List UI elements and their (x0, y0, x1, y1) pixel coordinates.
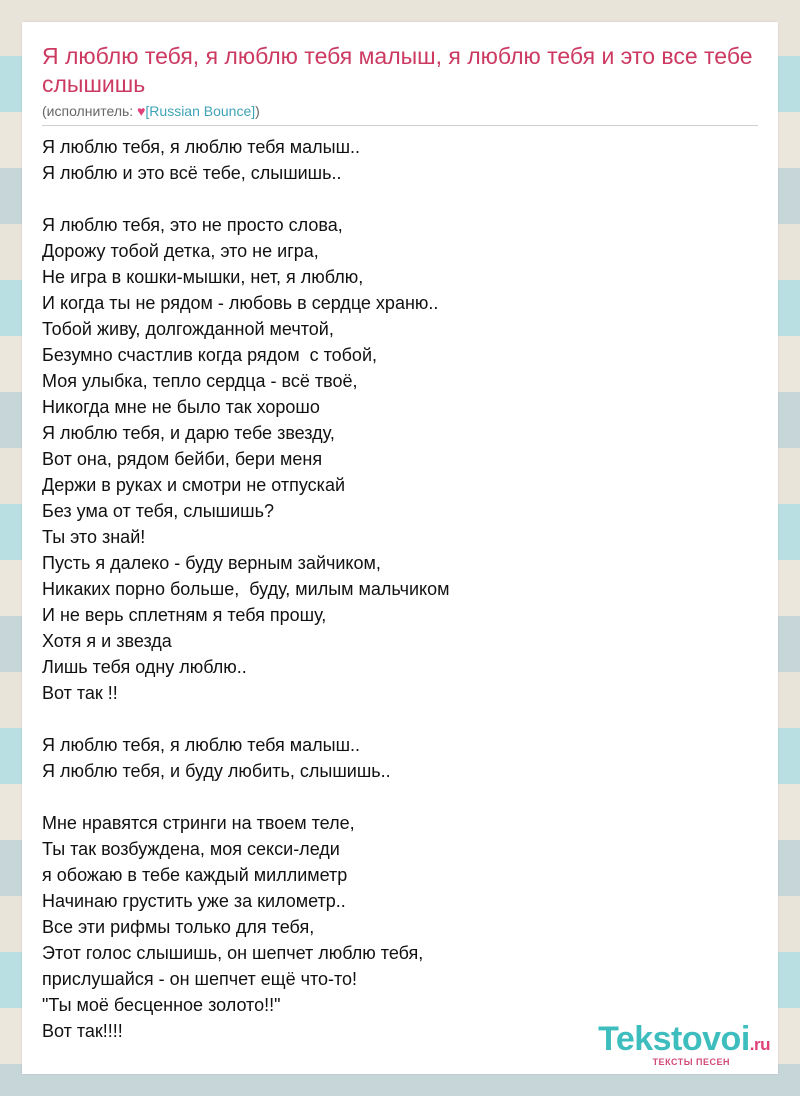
lyric-line: Хотя я и звезда (42, 631, 172, 651)
artist-line (42, 102, 260, 120)
lyric-line: я обожаю в тебе каждый миллиметр (42, 865, 348, 885)
lyrics-card (22, 22, 778, 1074)
logo-name: Tekstovoi (598, 1020, 750, 1058)
lyric-line: Тобой живу, долгожданной мечтой, (42, 319, 334, 339)
lyric-line: Начинаю грустить уже за километр.. (42, 891, 346, 911)
lyric-line: Дорожу тобой детка, это не игра, (42, 241, 319, 261)
lyric-line: "Ты моё бесценное золото!!" (42, 995, 281, 1015)
lyric-line: Держи в руках и смотри не отпускай (42, 475, 346, 495)
lyric-line: Никогда мне не было так хорошо (42, 397, 320, 417)
lyric-line: Моя улыбка, тепло сердца - всё твоё, (42, 371, 358, 391)
stanza (42, 810, 758, 1044)
lyric-line: Я люблю тебя, это не просто слова, (42, 215, 343, 235)
lyric-line: прислушайся - он шепчет ещё что-то! (42, 969, 358, 989)
lyric-line: Я люблю тебя, и дарю тебе звезду, (42, 423, 335, 443)
lyric-line: Я люблю тебя, и буду любить, слышишь.. (42, 761, 391, 781)
lyric-line: Я люблю тебя, я люблю тебя малыш.. (42, 735, 361, 755)
divider (42, 125, 758, 126)
logo-tld: .ru (749, 1035, 770, 1054)
lyric-line: Я люблю и это всё тебе, слышишь.. (42, 163, 342, 183)
stanza-gap (42, 706, 758, 732)
lyric-line: Без ума от тебя, слышишь? (42, 501, 275, 521)
lyric-line: Вот так !! (42, 683, 118, 703)
lyric-line: И не верь сплетням я тебя прошу, (42, 605, 327, 625)
stanza (42, 134, 758, 186)
lyric-line: Ты так возбуждена, моя секси-леди (42, 839, 340, 859)
song-title: Я люблю тебя, я люблю тебя малыш, я люблю тебя и это все тебе слышишь (42, 43, 753, 97)
lyric-line: Мне нравятся стринги на твоем теле, (42, 813, 355, 833)
lyric-line: Все эти рифмы только для тебя, (42, 917, 315, 937)
lyric-line: Никаких порно больше, буду, милым мальчиком (42, 579, 450, 599)
lyric-line: И когда ты не рядом - любовь в сердце храню.. (42, 293, 439, 313)
stanza (42, 212, 758, 706)
artist-prefix: (исполнитель: (42, 103, 138, 119)
lyric-line: Безумно счастлив когда рядом с тобой, (42, 345, 377, 365)
stanza (42, 732, 758, 784)
lyric-line: Пусть я далеко - буду верным зайчиком, (42, 553, 381, 573)
stanza-gap (42, 784, 758, 810)
artist-link[interactable]: [Russian Bounce] (145, 103, 256, 119)
artist-suffix: ) (255, 103, 260, 119)
heart-icon: ♥ (137, 103, 146, 119)
site-logo[interactable] (550, 1020, 770, 1068)
logo-tagline: ТЕКСТЫ ПЕСЕН (652, 1057, 730, 1067)
lyric-line: Этот голос слышишь, он шепчет люблю тебя, (42, 943, 424, 963)
lyrics-text (42, 134, 758, 1044)
lyric-line: Лишь тебя одну люблю.. (42, 657, 247, 677)
lyric-line: Я люблю тебя, я люблю тебя малыш.. (42, 137, 361, 157)
lyric-line: Не игра в кошки-мышки, нет, я люблю, (42, 267, 364, 287)
lyric-line: Вот так!!!! (42, 1021, 123, 1041)
lyric-line: Вот она, рядом бейби, бери меня (42, 449, 323, 469)
lyric-line: Ты это знай! (42, 527, 146, 547)
stanza-gap (42, 186, 758, 212)
